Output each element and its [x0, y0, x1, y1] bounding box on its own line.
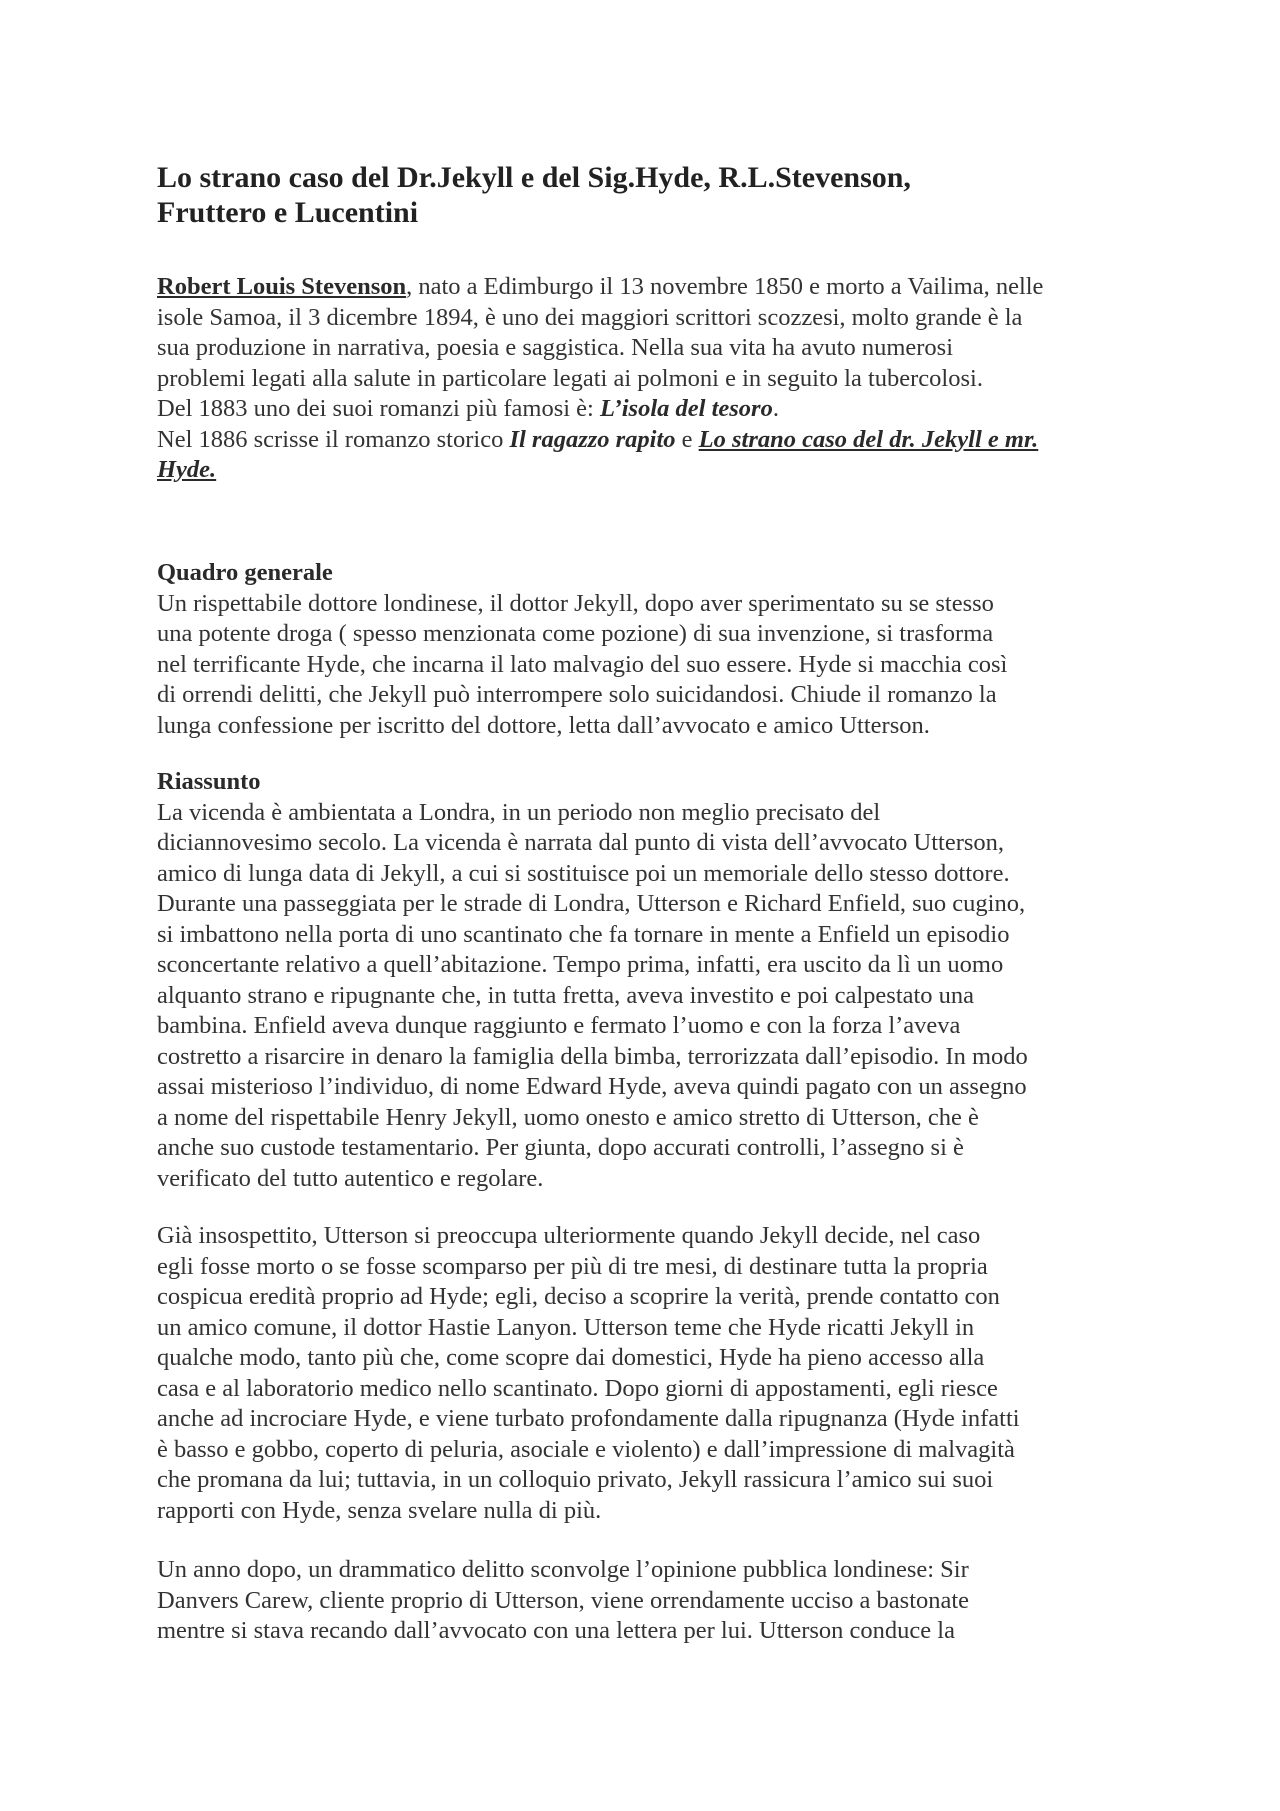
text-line: problemi legati alla salute in particolare legati ai polmoni e in seguito la tubercolosi.	[157, 364, 983, 392]
text-line: anche ad incrociare Hyde, e viene turbato profondamente dalla ripugnanza (Hyde infatti	[157, 1405, 1020, 1432]
text-line	[157, 394, 1043, 425]
book-title: Il ragazzo rapito	[509, 425, 676, 453]
text-line	[157, 455, 1043, 486]
text-line: di orrendi delitti, che Jekyll può interrompere solo suicidandosi. Chiude il romanzo la	[157, 681, 997, 708]
text-line: sua produzione in narrativa, poesia e saggistica. Nella sua vita ha avuto numerosi	[157, 334, 953, 361]
text-line: diciannovesimo secolo. La vicenda è narrata dal punto di vista dell’avvocato Utterson,	[157, 829, 1005, 856]
paragraph-un-anno-dopo	[157, 1555, 969, 1647]
text: .	[772, 395, 779, 422]
text-line: Durante una passeggiata per le strade di Londra, Utterson e Richard Enfield, suo cugino,	[157, 890, 1026, 917]
text-line: cospicua eredità proprio ad Hyde; egli, deciso a scoprire la verità, prende contatto con	[157, 1283, 1000, 1310]
text: e	[675, 425, 699, 453]
text-line: qualche modo, tanto più che, come scopre dai domestici, Hyde ha pieno accesso alla	[157, 1344, 985, 1371]
section-heading: Riassunto	[157, 768, 261, 795]
text-line	[157, 425, 1043, 456]
book-title: L’isola del tesoro	[599, 395, 773, 422]
section-heading: Quadro generale	[157, 559, 333, 586]
text-line: rapporti con Hyde, senza svelare nulla di più.	[157, 1496, 602, 1524]
text-line: anche suo custode testamentario. Per giunta, dopo accurati controlli, l’assegno si è	[157, 1134, 964, 1161]
text-line: a nome del rispettabile Henry Jekyll, uomo onesto e amico stretto di Utterson, che è	[157, 1103, 979, 1131]
text-line: casa e al laboratorio medico nello scantinato. Dopo giorni di appostamenti, egli riesce	[157, 1374, 998, 1402]
text-line: amico di lunga data di Jekyll, a cui si sostituisce poi un memoriale dello stesso dottore.	[157, 859, 1010, 887]
text-line: costretto a risarcire in denaro la famiglia della bimba, terrorizzata dall’episodio. In modo	[157, 1042, 1028, 1070]
text-line: è basso e gobbo, coperto di peluria, asociale e violento) e dall’impressione di malvagità	[157, 1435, 1015, 1463]
text-line: sconcertante relativo a quell’abitazione. Tempo prima, infatti, era uscito da lì un uomo	[157, 951, 1004, 978]
text-line: si imbattono nella porta di uno scantinato che fa tornare in mente a Enfield un episodio	[157, 920, 1010, 948]
text-line: verificato del tutto autentico e regolare.	[157, 1164, 544, 1192]
text-line: isole Samoa, il 3 dicembre 1894, è uno dei maggiori scrittori scozzesi, molto grande è la	[157, 303, 1023, 331]
book-link[interactable]: Lo strano caso del dr. Jekyll e mr.	[698, 425, 1039, 453]
text: , nato a Edimburgo il 13 novembre 1850 e morto a Vailima, nelle	[406, 273, 1044, 300]
author-link[interactable]: Robert Louis Stevenson	[157, 273, 407, 300]
text-line: Già insospettito, Utterson si preoccupa ulteriormente quando Jekyll decide, nel caso	[157, 1222, 981, 1249]
text: Del 1883 uno dei suoi romanzi più famosi è:	[157, 395, 600, 422]
section-riassunto	[157, 767, 1028, 1194]
text-line: una potente droga ( spesso menzionata come pozione) di sua invenzione, si trasforma	[157, 620, 994, 647]
section-quadro-generale	[157, 558, 1007, 741]
text-line	[157, 272, 1043, 303]
text-line: alquanto strano e ripugnante che, in tutta fretta, aveva investito e poi calpestato una	[157, 981, 975, 1009]
text-line: mentre si stava recando dall’avvocato con una lettera per lui. Utterson conduce la	[157, 1617, 955, 1644]
text-line: egli fosse morto o se fosse scomparso per più di tre mesi, di destinare tutta la propria	[157, 1252, 988, 1280]
title-line: Lo strano caso del Dr.Jekyll e del Sig.Hyde, R.L.Stevenson,	[157, 161, 911, 194]
paragraph-gia-insospettito	[157, 1221, 1020, 1526]
text-line: assai misterioso l’individuo, di nome Edward Hyde, aveva quindi pagato con un assegno	[157, 1073, 1027, 1100]
text-line: nel terrificante Hyde, che incarna il lato malvagio del suo essere. Hyde si macchia così	[157, 650, 1008, 678]
text: Nel 1886 scrisse il romanzo storico	[157, 425, 510, 453]
text-line: Un anno dopo, un drammatico delitto sconvolge l’opinione pubblica londinese: Sir	[157, 1556, 969, 1583]
document-title	[157, 160, 911, 230]
text-line: Un rispettabile dottore londinese, il dottor Jekyll, dopo aver sperimentato su se stesso	[157, 589, 994, 617]
intro-paragraph	[157, 272, 1043, 486]
text-line: che promana da lui; tuttavia, in un colloquio privato, Jekyll rassicura l’amico sui suoi	[157, 1466, 994, 1493]
text-line: bambina. Enfield aveva dunque raggiunto e fermato l’uomo e con la forza l’aveva	[157, 1012, 961, 1039]
text-line: La vicenda è ambientata a Londra, in un periodo non meglio precisato del	[157, 798, 881, 826]
text-line: un amico comune, il dottor Hastie Lanyon. Utterson teme che Hyde ricatti Jekyll in	[157, 1313, 975, 1341]
book-link[interactable]: Hyde.	[157, 456, 217, 483]
text-line: lunga confessione per iscritto del dottore, letta dall’avvocato e amico Utterson.	[157, 711, 930, 739]
title-line: Fruttero e Lucentini	[157, 196, 419, 229]
text-line: Danvers Carew, cliente proprio di Utterson, viene orrendamente ucciso a bastonate	[157, 1586, 970, 1614]
